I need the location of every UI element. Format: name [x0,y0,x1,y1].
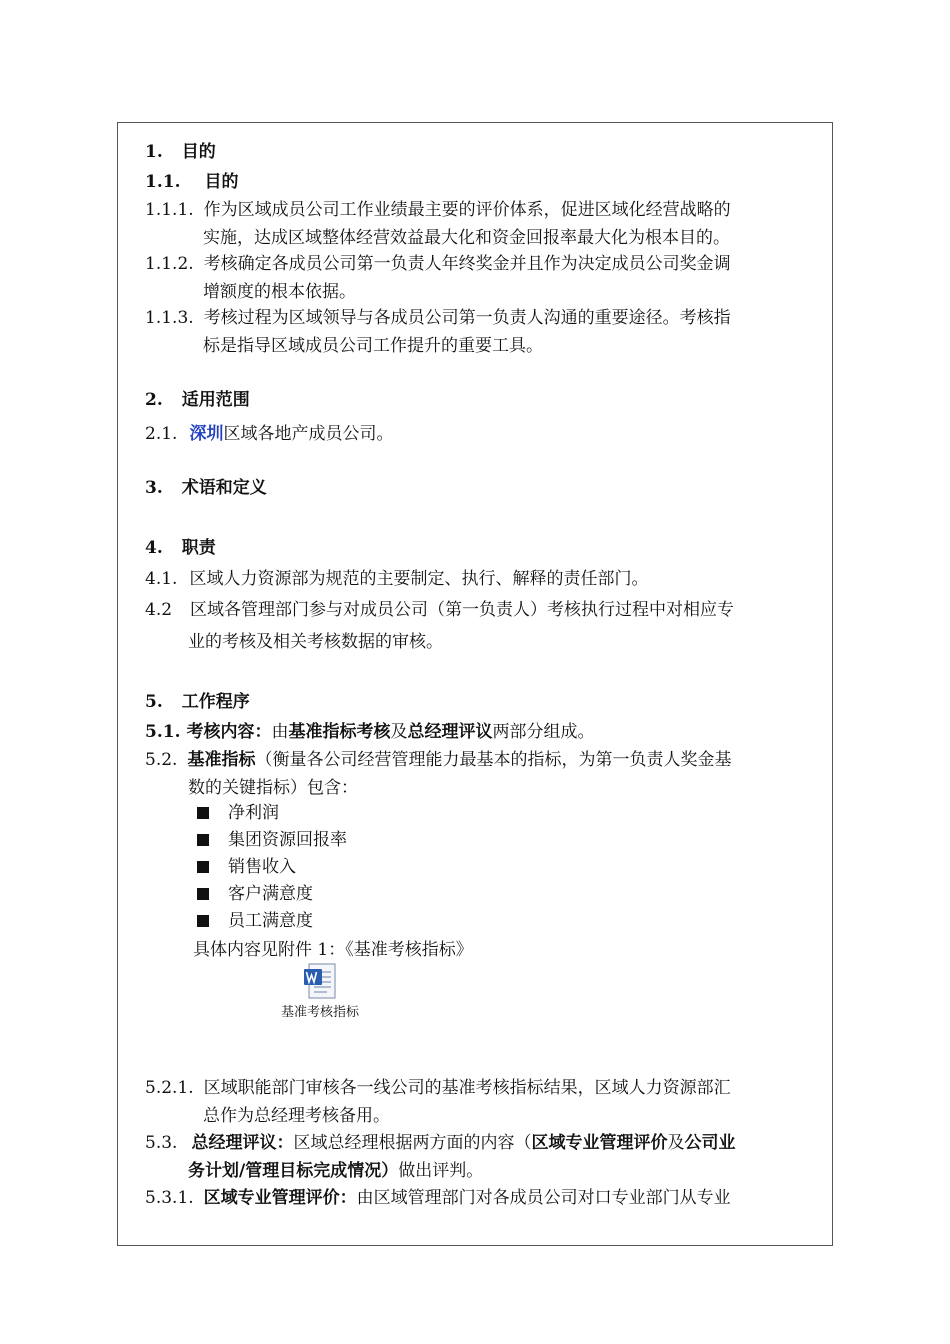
clause-text: 区域总经理根据两方面的内容（ [293,1133,532,1153]
clause-text: 及 [667,1133,685,1153]
bullet-square-icon [197,834,209,846]
bullet-square-icon [197,915,209,927]
clause-5-2-1 [145,1076,731,1100]
bold-term: 基准指标考核 [288,722,391,742]
bullet-square-icon [197,888,209,900]
bold-term: 公司业 [684,1133,736,1153]
bullet-square-icon [197,807,209,819]
section-5-heading [145,690,250,714]
section-title: 术语和定义 [181,478,267,498]
clause-1-1-2-cont: 增额度的根本依据。 [203,282,356,302]
clause-text: 做出评判。 [398,1161,484,1181]
clause-1-1-2 [145,252,731,276]
clause-1-1-3 [145,306,731,330]
section-title: 目的 [204,172,239,192]
highlighted-region: 深圳 [189,424,224,444]
clause-text: 区域各地产成员公司。 [223,424,394,444]
section-2-heading [145,388,250,412]
bold-term: 区域专业管理评价： [203,1188,357,1208]
clause-text: 考核过程为区域领导与各成员公司第一负责人沟通的重要途径。考核指 [203,308,731,328]
attachment-label: 基准考核指标 [280,1005,359,1020]
clause-number: 4.1. [145,569,178,589]
clause-number: 5.2. [145,750,178,770]
clause-5-2-cont: 数的关键指标）包含： [188,778,358,798]
bold-term: 总经理评议： [191,1133,294,1153]
section-title: 目的 [181,142,216,162]
clause-text: 作为区域成员公司工作业绩最主要的评价体系，促进区域化经营战略的 [203,200,731,220]
bold-term: 区域专业管理评价 [531,1133,668,1153]
clause-1-1-1 [145,198,731,222]
section-title: 适用范围 [181,390,250,410]
clause-2-1 [145,422,393,446]
clause-4-2 [145,598,734,622]
clause-text: 两部分组成。 [492,722,595,742]
clause-number: 5.2.1. [145,1078,194,1098]
clause-text: 考核确定各成员公司第一负责人年终奖金并且作为决定成员公司奖金调 [203,254,731,274]
clause-1-1-3-cont: 标是指导区域成员公司工作提升的重要工具。 [203,336,543,356]
clause-number: 1.1.2. [145,254,194,274]
clause-text: 区域各管理部门参与对成员公司（第一负责人）考核执行过程中对相应专 [190,600,735,620]
clause-5-2 [145,748,731,772]
word-document-icon[interactable] [303,963,337,1001]
list-item: 净利润 [228,803,279,823]
section-1-1-heading [145,170,239,194]
clause-number: 4.2 [145,600,173,620]
clause-4-1 [145,567,648,591]
section-3-heading [145,476,267,500]
attachment-reference: 具体内容见附件 1：《基准考核指标》 [193,940,473,960]
bold-term: 务计划/管理目标完成情况） [188,1161,399,1181]
bold-term: 总经理评议 [407,722,493,742]
section-number: 3. [145,478,163,498]
bold-term: 基准指标 [187,750,256,770]
list-item: 员工满意度 [228,911,313,931]
section-title: 工作程序 [181,692,250,712]
clause-text: 由区域管理部门对各成员公司对口专业部门从专业 [356,1188,731,1208]
clause-text: 区域人力资源部为规范的主要制定、执行、解释的责任部门。 [189,569,649,589]
clause-text: 及 [390,722,408,742]
clause-5-2-1-cont: 总作为总经理考核备用。 [203,1106,390,1126]
clause-text: 区域职能部门审核各一线公司的基准考核指标结果，区域人力资源部汇 [203,1078,731,1098]
clause-5-3 [145,1131,735,1155]
section-1-heading [145,140,216,164]
clause-number: 2.1. [145,424,178,444]
clause-number: 1.1.1. [145,200,194,220]
clause-number: 1.1.3. [145,308,194,328]
list-item: 销售收入 [228,857,296,877]
section-number: 1. [145,142,163,162]
clause-text: （衡量各公司经营管理能力最基本的指标，为第一负责人奖金基 [255,750,732,770]
clause-number: 5.3.1. [145,1188,194,1208]
list-item: 客户满意度 [228,884,313,904]
section-title: 职责 [181,538,216,558]
clause-number: 5.3. [145,1133,178,1153]
clause-text: 由 [271,722,289,742]
bold-term: 考核内容： [186,722,272,742]
clause-1-1-1-cont: 实施，达成区域整体经营效益最大化和资金回报率最大化为根本目的。 [203,228,730,248]
clause-4-2-cont: 业的考核及相关考核数据的审核。 [188,632,443,652]
list-item: 集团资源回报率 [228,830,347,850]
section-number: 1.1. [145,172,181,192]
clause-5-1 [145,720,595,744]
bullet-square-icon [197,861,209,873]
section-number: 4. [145,538,163,558]
embedded-attachment[interactable] [270,963,370,1021]
section-number: 2. [145,390,163,410]
clause-number: 5.1. [145,722,181,742]
clause-5-3-1 [145,1186,731,1210]
section-number: 5. [145,692,163,712]
clause-5-3-cont [188,1159,483,1183]
section-4-heading [145,536,216,560]
